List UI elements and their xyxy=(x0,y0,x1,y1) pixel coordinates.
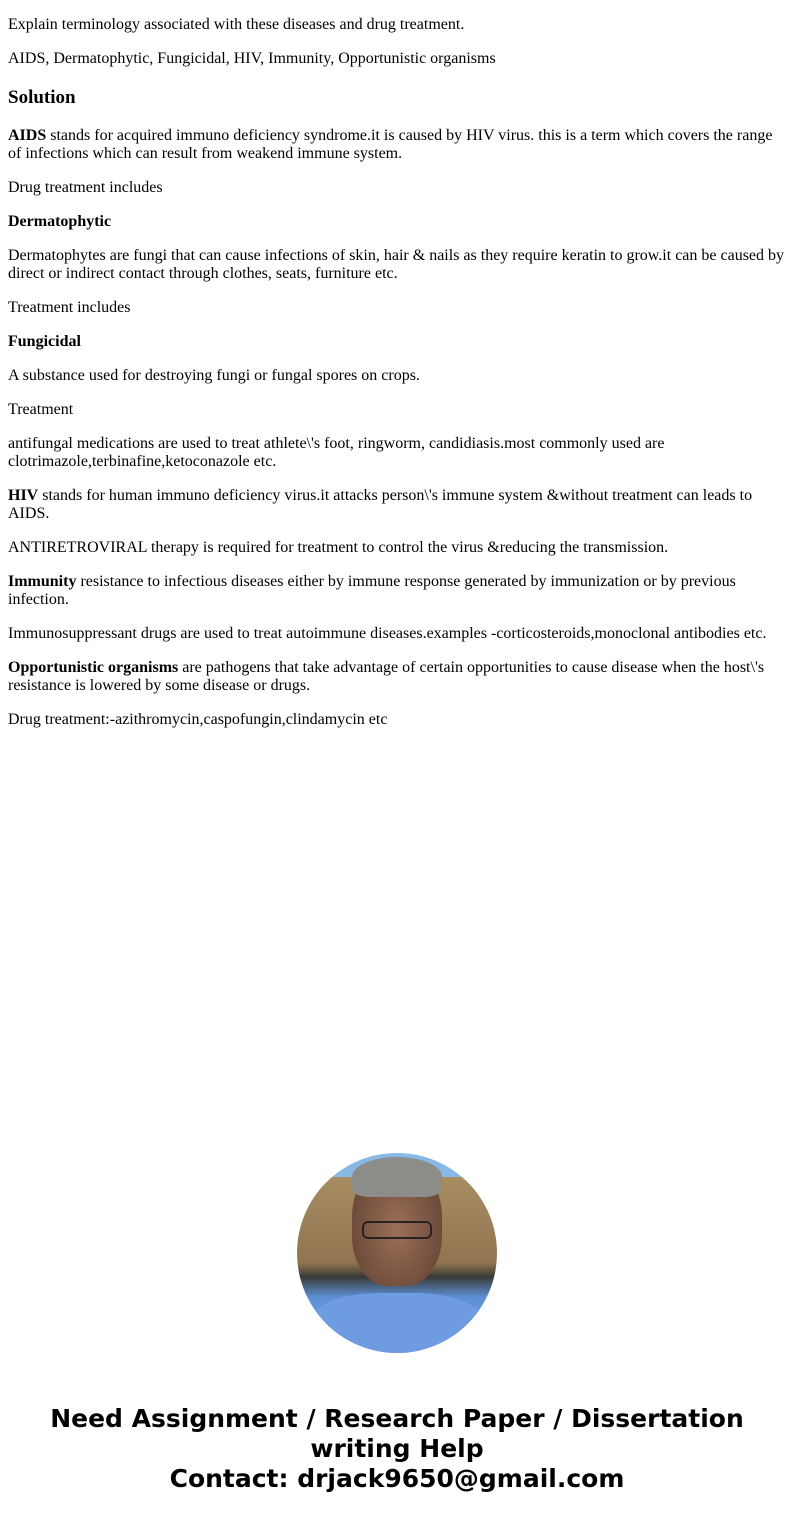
immunity-definition: resistance to infectious diseases either by immune response generated by immunization or by previous infection. xyxy=(8,573,736,608)
hiv-treatment: ANTIRETROVIRAL therapy is required for treatment to control the virus &reducing the transmission. xyxy=(8,539,669,556)
term-fungicidal: Fungicidal xyxy=(8,333,81,350)
fungicidal-text: A substance used for destroying fungi or fungal spores on crops. xyxy=(8,367,420,384)
author-avatar xyxy=(297,1153,497,1353)
aids-definition: stands for acquired immuno deficiency syndrome.it is caused by HIV virus. this is a term which covers the range of infections which can result from weakend immune system. xyxy=(8,127,773,162)
dermatophytic-heading xyxy=(8,213,786,231)
dermatophytic-text: Dermatophytes are fungi that can cause infections of skin, hair & nails as they require keratin to grow.it can be caused by direct or indirect contact through clothes, seats, furniture etc. xyxy=(8,247,785,282)
solution-heading: Solution xyxy=(8,87,76,108)
fungicidal-treatment: antifungal medications are used to treat athlete\'s foot, ringworm, candidiasis.most commonly used are clotrimazole,terbinafine,ketoconazole etc. xyxy=(8,435,665,470)
contact-email: Contact: drjack9650@gmail.com xyxy=(169,1464,625,1493)
opportunistic-treatment: Drug treatment:-azithromycin,caspofungin,clindamycin etc xyxy=(8,711,388,728)
hiv-definition: stands for human immuno deficiency virus.it attacks person\'s immune system &without treatment can leads to AIDS. xyxy=(8,487,753,522)
contact-banner xyxy=(0,1404,794,1494)
fungicidal-heading xyxy=(8,333,786,351)
immunity-treatment: Immunosuppressant drugs are used to treat autoimmune diseases.examples -corticosteroids,monoclonal antibodies etc. xyxy=(8,625,767,642)
opportunistic-definition: are pathogens that take advantage of certain opportunities to cause disease when the host\'s resistance is lowered by some disease or drugs. xyxy=(8,659,765,694)
banner-line-2: writing Help xyxy=(310,1434,484,1463)
fungicidal-treatment-label: Treatment xyxy=(8,401,74,418)
document-body xyxy=(0,0,794,745)
term-hiv: HIV xyxy=(8,487,39,504)
hiv-paragraph xyxy=(8,487,786,523)
immunity-paragraph xyxy=(8,573,786,609)
term-dermatophytic: Dermatophytic xyxy=(8,213,112,230)
opportunistic-paragraph xyxy=(8,659,786,695)
question-prompt: Explain terminology associated with these diseases and drug treatment. xyxy=(8,16,465,33)
question-terms: AIDS, Dermatophytic, Fungicidal, HIV, Immunity, Opportunistic organisms xyxy=(8,50,496,67)
aids-paragraph xyxy=(8,127,786,163)
term-aids: AIDS xyxy=(8,127,47,144)
banner-line-1: Need Assignment / Research Paper / Dissertation xyxy=(50,1404,744,1433)
term-opportunistic: Opportunistic organisms xyxy=(8,659,179,676)
aids-treatment: Drug treatment includes xyxy=(8,179,163,196)
term-immunity: Immunity xyxy=(8,573,77,590)
dermatophytic-treatment: Treatment includes xyxy=(8,299,131,316)
